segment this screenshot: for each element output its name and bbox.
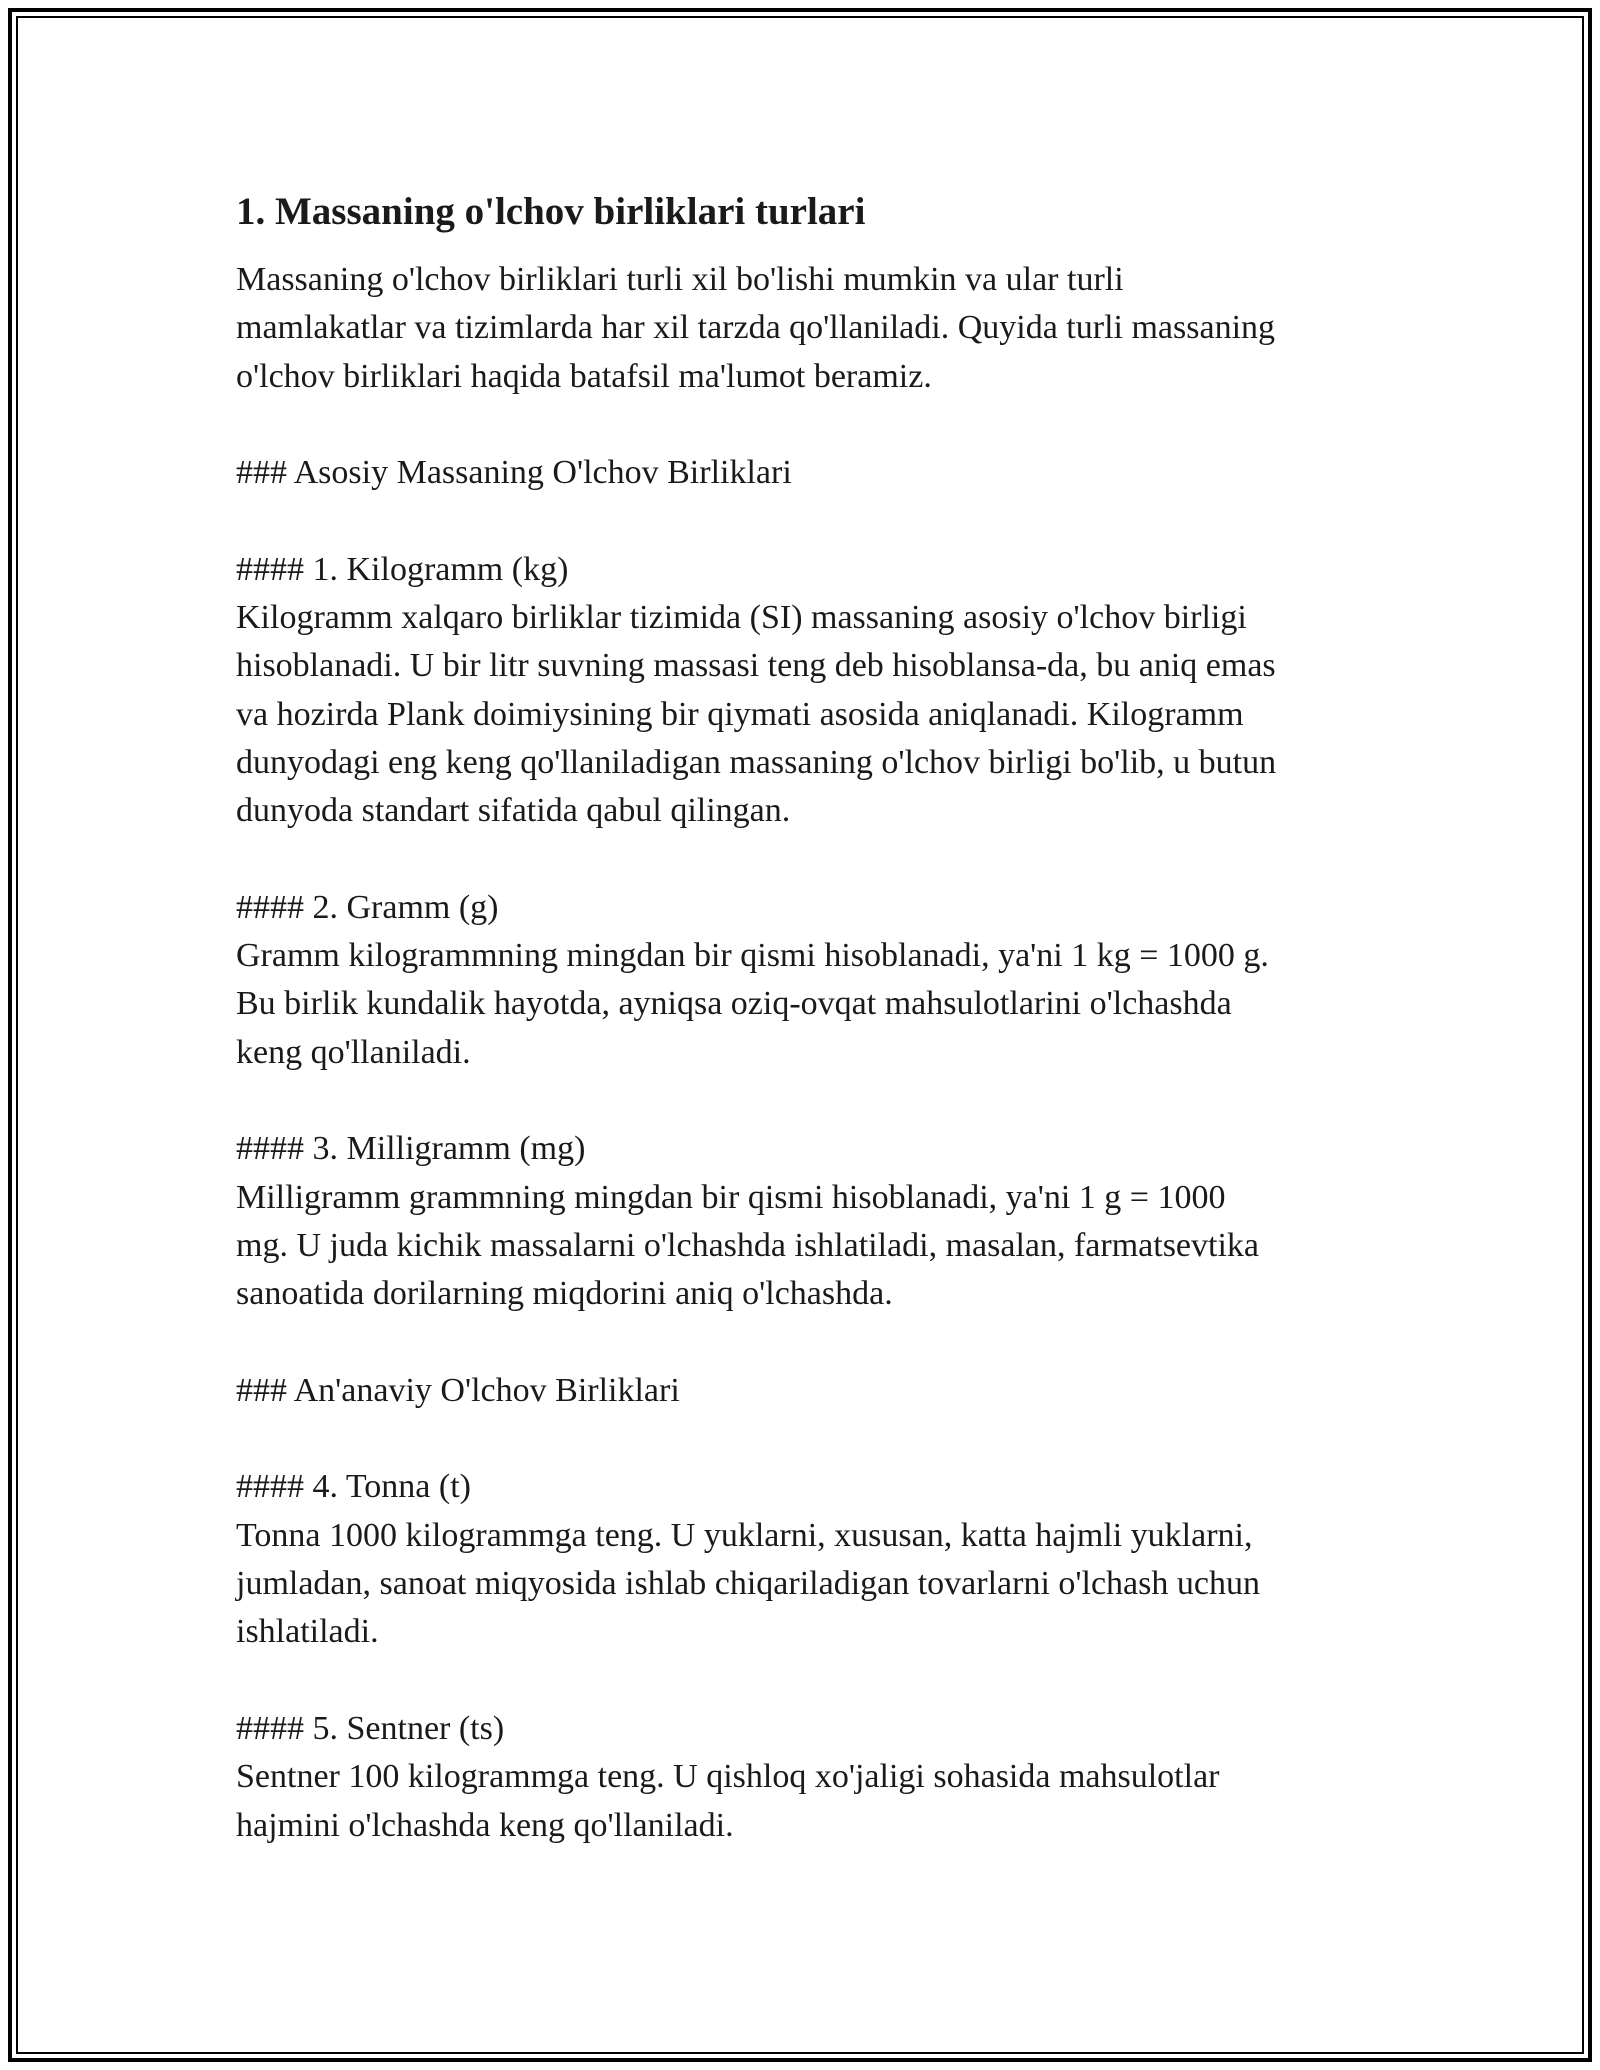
body-text-line: jumladan, sanoat miqyosida ishlab chiqariladigan tovarlarni o'lchash uchun xyxy=(236,1565,1260,1603)
body-text-line: Massaning o'lchov birliklari turli xil bo'lishi mumkin va ular turli xyxy=(236,261,1124,298)
subsection-heading: #### 2. Gramm (g) xyxy=(236,888,499,926)
body-text-line: mg. U juda kichik massalarni o'lchashda ishlatiladi, masalan, farmatsevtika xyxy=(236,1226,1260,1264)
body-text-line: Bu birlik kundalik hayotda, ayniqsa oziq-ovqat mahsulotlarini o'lchashda xyxy=(236,985,1232,1023)
blank-line xyxy=(236,1319,1376,1367)
body-text-line: hajmini o'lchashda keng qo'llaniladi. xyxy=(236,1806,734,1844)
body-text-line: Sentner 100 kilogrammga teng. U qishloq xo'jaligi sohasida mahsulotlar xyxy=(236,1758,1220,1796)
body-text-line: Gramm kilogrammning mingdan bir qismi hisoblanadi, ya'ni 1 kg = 1000 g. xyxy=(236,937,1269,975)
blank-line xyxy=(236,1657,1376,1705)
body-text-line: keng qo'llaniladi. xyxy=(236,1033,471,1071)
body-text-line: hisoblanadi. U bir litr suvning massasi teng deb hisoblansa-da, bu aniq emas xyxy=(236,647,1276,685)
document-page xyxy=(236,186,1376,1850)
blank-line xyxy=(236,497,1376,545)
body-text-line: sanoatida dorilarning miqdorini aniq o'lchashda. xyxy=(236,1275,893,1313)
section-heading: ### An'anaviy O'lchov Birliklari xyxy=(236,1371,680,1409)
body-text-line: ishlatiladi. xyxy=(236,1613,379,1651)
body-text-line: dunyoda standart sifatida qabul qilingan. xyxy=(236,792,791,830)
subsection-heading: #### 1. Kilogramm (kg) xyxy=(236,550,569,588)
body-text-line: Kilogramm xalqaro birliklar tizimida (SI) massaning asosiy o'lchov birligi xyxy=(236,599,1247,637)
subsection-heading: #### 5. Sentner (ts) xyxy=(236,1709,505,1747)
blank-line xyxy=(236,1077,1376,1125)
body-text-line: dunyodagi eng keng qo'llaniladigan massaning o'lchov birligi bo'lib, u butun xyxy=(236,743,1277,781)
body-text-line: mamlakatlar va tizimlarda har xil tarzda qo'llaniladi. Quyida turli massaning xyxy=(236,309,1276,347)
body-text-line: Milligramm grammning mingdan bir qismi hisoblanadi, ya'ni 1 g = 1000 xyxy=(236,1178,1226,1216)
body-text-line: va hozirda Plank doimiysining bir qiymati asosida aniqlanadi. Kilogramm xyxy=(236,695,1244,733)
subsection-heading: #### 4. Tonna (t) xyxy=(236,1468,471,1506)
blank-line xyxy=(236,401,1376,449)
section-heading: ### Asosiy Massaning O'lchov Birliklari xyxy=(236,454,792,492)
blank-line xyxy=(236,1415,1376,1463)
subsection-heading: #### 3. Milligramm (mg) xyxy=(236,1130,586,1168)
blank-line xyxy=(236,836,1376,884)
body-text-line: o'lchov birliklari haqida batafsil ma'lumot beramiz. xyxy=(236,357,932,395)
document-body xyxy=(236,256,1376,1850)
document-title: 1. Massaning o'lchov birliklari turlari xyxy=(236,190,866,233)
body-text-line: Tonna 1000 kilogrammga teng. U yuklarni, xususan, katta hajmli yuklarni, xyxy=(236,1516,1253,1554)
